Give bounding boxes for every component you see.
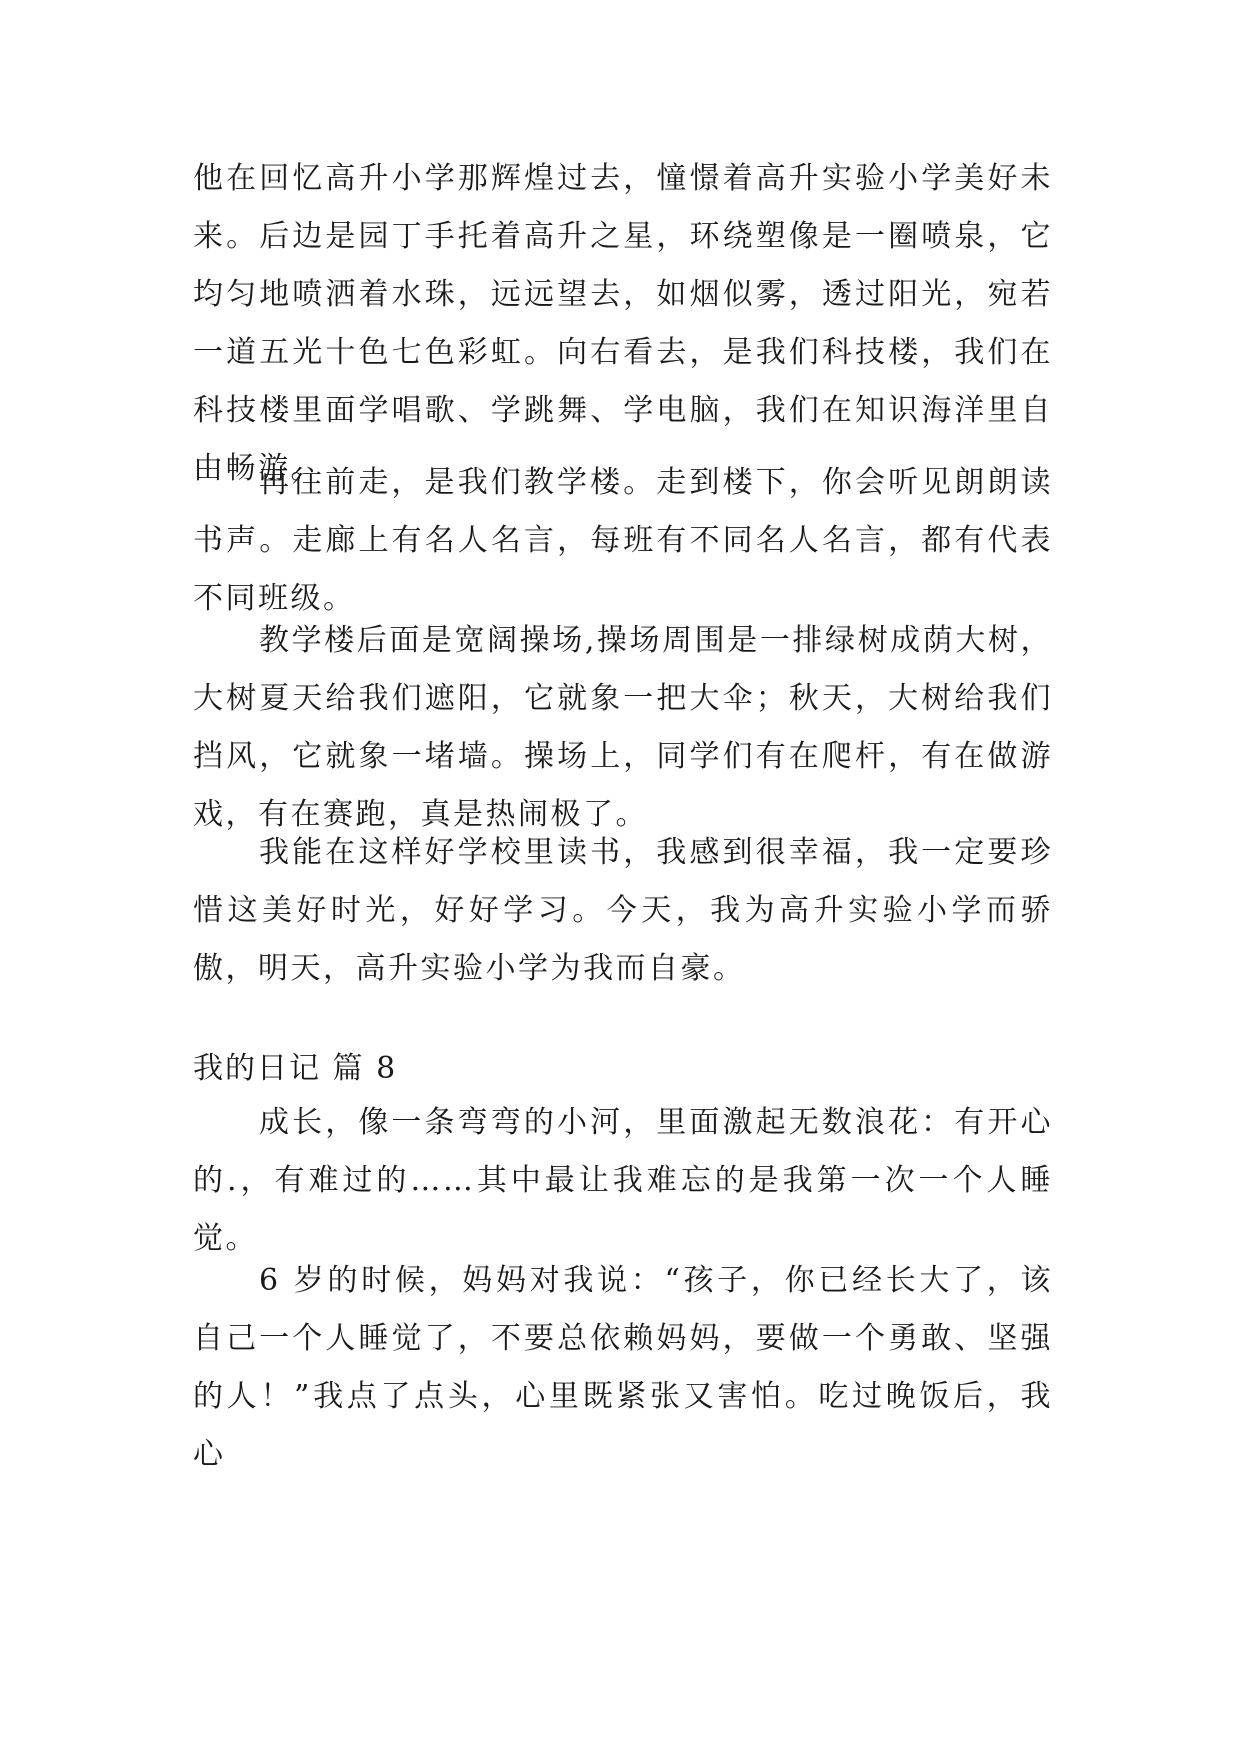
paragraph-growth: 成长，像一条弯弯的小河，里面激起无数浪花：有开心的.，有难过的……其中最让我难忘的是我第一次一个人睡觉。 <box>193 1105 1053 1256</box>
section-title: 我的日记 篇 8 <box>193 1051 398 1086</box>
paragraph-playground: 教学楼后面是宽阔操场,操场周围是一排绿树成荫大树，大树夏天给我们遮阳，它就象一把大伞；秋天，大树给我们挡风，它就象一堵墙。操场上，同学们有在爬杆，有在做游戏，有在赛跑，真是热闹极了。 <box>193 623 1053 832</box>
paragraph-school-scenery: 他在回忆高升小学那辉煌过去，憧憬着高升实验小学美好未来。后边是园丁手托着高升之星，环绕塑像是一圈喷泉，它均匀地喷洒着水珠，远远望去，如烟似雾，透过阳光，宛若一道五光十色七色彩虹。向右看去，是我们科技楼，我们在科技楼里面学唱歌、学跳舞、学电脑，我们在知识海洋里自由畅游。 <box>193 161 1053 486</box>
paragraph-sleep-alone: 6 岁的时候，妈妈对我说：“孩子，你已经长大了，该自己一个人睡觉了，不要总依赖妈妈，要做一个勇敢、坚强的人！”我点了点头，心里既紧张又害怕。吃过晚饭后，我心 <box>193 1263 1053 1472</box>
paragraph-happiness: 我能在这样好学校里读书，我感到很幸福，我一定要珍惜这美好时光，好好学习。今天，我为高升实验小学而骄傲，明天，高升实验小学为我而自豪。 <box>193 835 1053 986</box>
paragraph-teaching-building: 再往前走，是我们教学楼。走到楼下，你会听见朗朗读书声。走廊上有名人名言，每班有不同名人名言，都有代表不同班级。 <box>193 465 1053 616</box>
